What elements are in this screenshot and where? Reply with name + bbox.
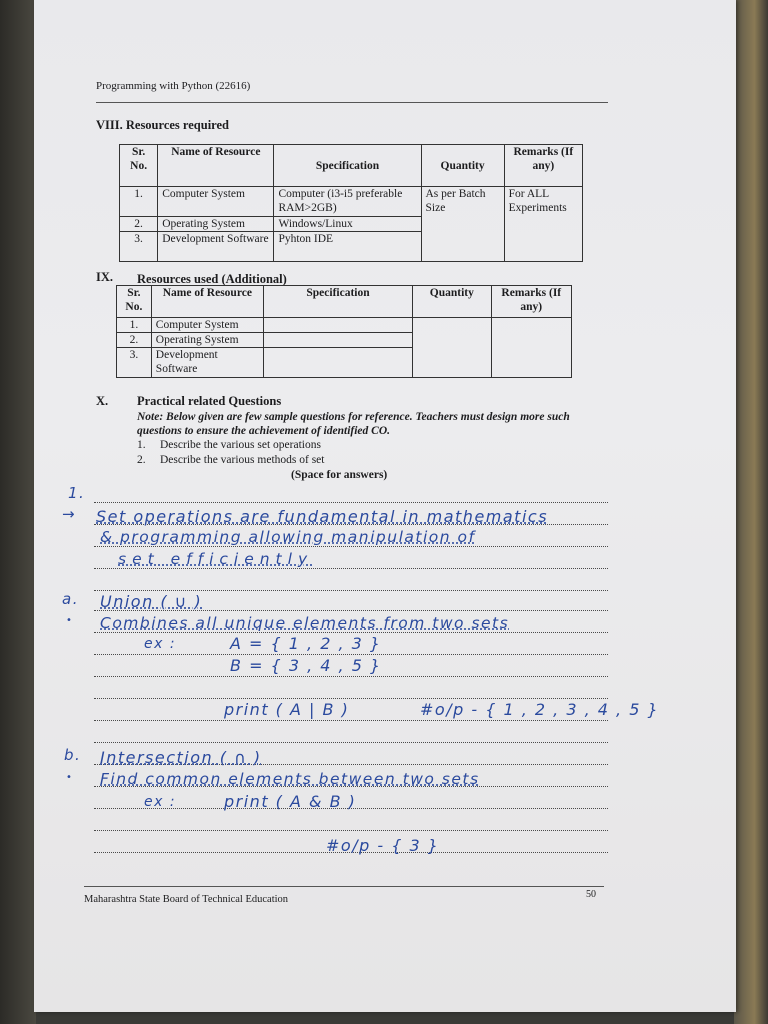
question-1-number: 1. (137, 439, 146, 451)
col-name-of-resource: Name of Resource (151, 286, 263, 318)
backdrop-right (734, 0, 768, 1024)
hw-arrow: → (62, 505, 77, 523)
answer-line (94, 676, 608, 677)
col-quantity: Quantity (413, 286, 491, 318)
col-name-of-resource: Name of Resource (158, 145, 274, 187)
section-10-heading: Practical related Questions (137, 394, 282, 408)
hw-intersection-marker: b. (64, 746, 82, 764)
hw-question-1-marker: 1. (68, 484, 86, 502)
resources-used-table (116, 285, 572, 378)
hw-set-b: B = { 3 , 4 , 5 } (230, 656, 382, 675)
row3-sr: 3. (120, 232, 158, 262)
hw-union-output: #o/p - { 1 , 2 , 3 , 4 , 5 } (420, 700, 660, 719)
row3-name: Development Software (151, 348, 263, 378)
backdrop-left (0, 0, 36, 1024)
answer-line (94, 742, 608, 743)
hw-intersection-print: print ( A & B ) (224, 792, 357, 811)
row1-spec: Computer (i3-i5 preferable RAM>2GB) (274, 187, 421, 217)
col-specification: Specification (274, 145, 421, 187)
col-quantity: Quantity (421, 145, 504, 187)
hw-intersection-output: #o/p - { 3 } (326, 836, 440, 855)
row2-spec: Windows/Linux (274, 217, 421, 232)
hw-union-description: Combines all unique elements from two sets (100, 614, 510, 632)
question-2-number: 2. (137, 454, 146, 466)
col-sr-no: Sr. No. (117, 286, 152, 318)
header-rule (96, 102, 608, 103)
answer-line (94, 632, 608, 633)
quantity-cell: As per Batch Size (421, 187, 504, 262)
document-page (34, 0, 736, 1012)
hw-intersection-title: Intersection ( ∩ ) (100, 748, 262, 767)
row2-name: Operating System (151, 333, 263, 348)
hw-answer-line-2: & programming allowing manipulation of (100, 528, 476, 546)
hw-union-print: print ( A | B ) (224, 700, 350, 719)
page-number: 50 (586, 889, 596, 900)
question-1-text: Describe the various set operations (160, 439, 321, 451)
section-8-heading: VIII. Resources required (96, 118, 229, 132)
row1-sr: 1. (120, 187, 158, 217)
remarks-cell: For ALL Experiments (504, 187, 582, 262)
row3-name: Development Software (158, 232, 274, 262)
answer-line (94, 698, 608, 699)
col-specification: Specification (263, 286, 412, 318)
row2-spec (263, 333, 412, 348)
teacher-note: Note: Below given are few sample questions for reference. Teachers must design more such questions to ensure the achievement of identified CO. (137, 411, 570, 437)
row1-name: Computer System (158, 187, 274, 217)
section-10-number: X. (96, 394, 109, 408)
hw-union-title: Union ( ∪ ) (100, 592, 203, 611)
hw-intersection-description: Find common elements between two sets (100, 770, 480, 788)
answer-line (94, 568, 608, 569)
row3-spec (263, 348, 412, 378)
row1-name: Computer System (151, 318, 263, 333)
section-9-heading: Resources used (Additional) (137, 272, 287, 286)
row1-spec (263, 318, 412, 333)
running-header: Programming with Python (22616) (96, 80, 251, 92)
hw-answer-line-1: Set operations are fundamental in mathematics (96, 507, 549, 526)
answer-line (94, 590, 608, 591)
row2-sr: 2. (117, 333, 152, 348)
row2-sr: 2. (120, 217, 158, 232)
answer-line (94, 546, 608, 547)
footer-rule (84, 886, 604, 887)
answer-line (94, 654, 608, 655)
answer-line (94, 502, 608, 503)
quantity-cell (413, 318, 491, 378)
resources-required-table (119, 144, 583, 262)
hw-answer-line-3: set efficiently (118, 550, 314, 568)
hw-intersection-example-label: ex : (144, 794, 177, 810)
hw-bullet: • (66, 615, 74, 626)
hw-set-a: A = { 1 , 2 , 3 } (230, 634, 382, 653)
hw-bullet: • (66, 772, 74, 783)
row3-sr: 3. (117, 348, 152, 378)
footer-board-name: Maharashtra State Board of Technical Education (84, 894, 289, 905)
col-remarks: Remarks (If any) (504, 145, 582, 187)
hw-union-example-label: ex : (144, 636, 177, 652)
col-sr-no: Sr. No. (120, 145, 158, 187)
section-9-number: IX. (96, 270, 114, 284)
question-2-text: Describe the various methods of set (160, 454, 325, 466)
row3-spec: Pyhton IDE (274, 232, 421, 262)
answer-line (94, 720, 608, 721)
space-for-answers-label: (Space for answers) (291, 469, 388, 481)
col-remarks: Remarks (If any) (491, 286, 571, 318)
row1-sr: 1. (117, 318, 152, 333)
row2-name: Operating System (158, 217, 274, 232)
answer-line (94, 830, 608, 831)
hw-union-marker: a. (62, 590, 79, 608)
remarks-cell (491, 318, 571, 378)
